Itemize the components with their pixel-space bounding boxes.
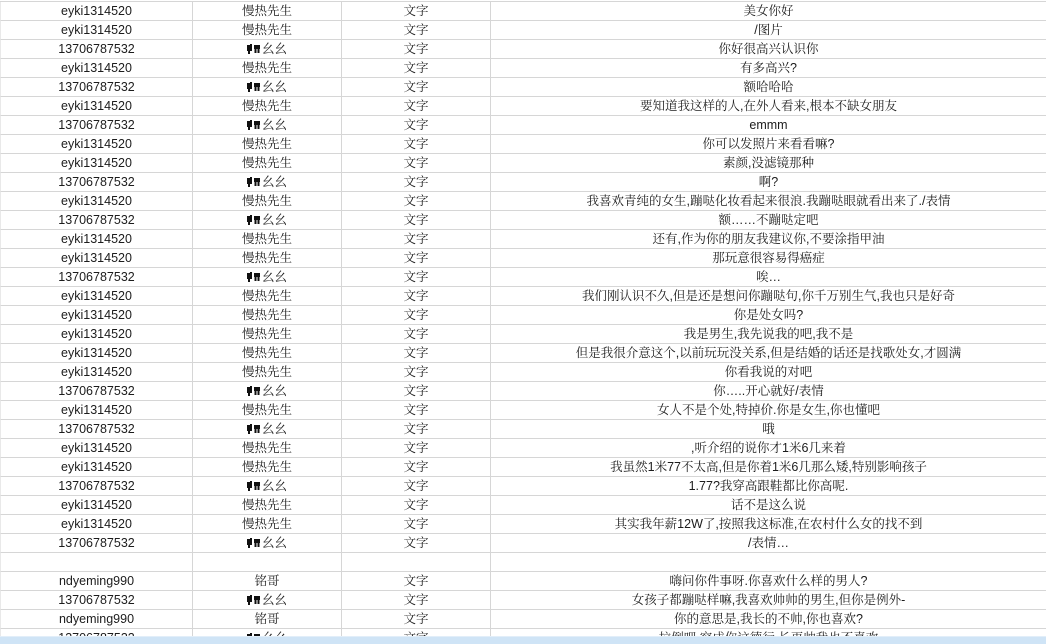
table-row — [0, 534, 1046, 553]
cell-msg-type[interactable] — [342, 553, 491, 572]
table-row — [0, 59, 1046, 78]
nickname-text: 慢热先生 — [241, 402, 292, 417]
cell-sender-id[interactable]: eyki1314520 — [0, 344, 193, 363]
table-row — [0, 306, 1046, 325]
cell-message[interactable]: 要知道我这样的人,在外人看来,根本不缺女朋友 — [491, 97, 1046, 116]
table-row — [0, 135, 1046, 154]
nickname-text: 慢热先生 — [241, 250, 292, 265]
cell-msg-type[interactable]: 文字 — [342, 572, 491, 591]
cell-message[interactable]: 有多高兴? — [491, 59, 1046, 78]
nickname-text: 幺幺 — [261, 79, 287, 94]
cell-nickname[interactable] — [193, 154, 342, 173]
cell-msg-type[interactable]: 文字 — [342, 135, 491, 154]
table-row — [0, 610, 1046, 629]
nickname-text: 慢热先生 — [241, 98, 292, 113]
cell-sender-id[interactable]: eyki1314520 — [0, 363, 193, 382]
cell-msg-type[interactable]: 文字 — [342, 154, 491, 173]
cell-nickname[interactable] — [193, 306, 342, 325]
nickname-text: 幺幺 — [261, 269, 287, 284]
cell-sender-id[interactable]: eyki1314520 — [0, 135, 193, 154]
cell-message[interactable]: 我喜欢青纯的女生,蹦哒化妆看起来很浪.我蹦哒眼就看出来了./表情 — [491, 192, 1046, 211]
cell-msg-type[interactable]: 文字 — [342, 439, 491, 458]
table-row — [0, 192, 1046, 211]
table-row — [0, 97, 1046, 116]
table-row — [0, 116, 1046, 135]
cell-nickname[interactable] — [193, 591, 342, 610]
cell-msg-type[interactable]: 文字 — [342, 268, 491, 287]
cell-message[interactable]: 你好很高兴认识你 — [491, 40, 1046, 59]
nickname-text: 幺幺 — [261, 212, 287, 227]
cell-sender-id[interactable]: ndyeming990 — [0, 572, 193, 591]
cell-message[interactable]: 啊? — [491, 173, 1046, 192]
table-row — [0, 344, 1046, 363]
cell-sender-id[interactable]: eyki1314520 — [0, 21, 193, 40]
nickname-text: 幺幺 — [261, 535, 287, 550]
cell-sender-id[interactable]: eyki1314520 — [0, 325, 193, 344]
table-row — [0, 591, 1046, 610]
cell-message[interactable]: 但是我很介意这个,以前玩玩没关系,但是结婚的话还是找歌处女,才圆满 — [491, 344, 1046, 363]
cell-sender-id[interactable]: eyki1314520 — [0, 401, 193, 420]
table-row — [0, 325, 1046, 344]
cell-nickname[interactable] — [193, 135, 342, 154]
cell-msg-type[interactable]: 文字 — [342, 496, 491, 515]
cell-nickname[interactable] — [193, 78, 342, 97]
table-row — [0, 439, 1046, 458]
cell-sender-id[interactable]: eyki1314520 — [0, 97, 193, 116]
table-row — [0, 268, 1046, 287]
cell-nickname[interactable] — [193, 2, 342, 21]
cell-msg-type[interactable]: 文字 — [342, 287, 491, 306]
table-row — [0, 363, 1046, 382]
nickname-text: 幺幺 — [261, 41, 287, 56]
table-row — [0, 78, 1046, 97]
cell-sender-id[interactable]: eyki1314520 — [0, 439, 193, 458]
cell-sender-id[interactable]: eyki1314520 — [0, 306, 193, 325]
nickname-text: 幺幺 — [261, 383, 287, 398]
cell-sender-id[interactable]: 13706787532 — [0, 40, 193, 59]
cell-msg-type[interactable]: 文字 — [342, 78, 491, 97]
cell-nickname[interactable] — [193, 553, 342, 572]
cell-msg-type[interactable]: 文字 — [342, 116, 491, 135]
cell-nickname[interactable] — [193, 192, 342, 211]
cell-message[interactable]: 哦 — [491, 420, 1046, 439]
cell-msg-type[interactable]: 文字 — [342, 610, 491, 629]
nickname-text: 慢热先生 — [241, 440, 292, 455]
cell-sender-id[interactable]: 13706787532 — [0, 173, 193, 192]
table-row — [0, 553, 1046, 572]
nickname-text: 慢热先生 — [241, 22, 292, 37]
pixel-block-icon — [247, 215, 261, 226]
cell-msg-type[interactable]: 文字 — [342, 21, 491, 40]
cell-msg-type[interactable]: 文字 — [342, 591, 491, 610]
cell-sender-id[interactable]: 13706787532 — [0, 591, 193, 610]
nickname-text: 慢热先生 — [241, 497, 292, 512]
cell-message[interactable]: 我是男生,我先说我的吧,我不是 — [491, 325, 1046, 344]
cell-nickname[interactable] — [193, 325, 342, 344]
nickname-text: 慢热先生 — [241, 3, 292, 18]
cell-sender-id[interactable]: 13706787532 — [0, 78, 193, 97]
cell-message[interactable]: emmm — [491, 116, 1046, 135]
cell-nickname[interactable] — [193, 401, 342, 420]
cell-nickname[interactable] — [193, 40, 342, 59]
pixel-block-icon — [247, 120, 261, 131]
cell-nickname[interactable] — [193, 572, 342, 591]
nickname-text: 慢热先生 — [241, 459, 292, 474]
cell-nickname[interactable] — [193, 268, 342, 287]
table-row — [0, 211, 1046, 230]
cell-message[interactable]: 素颜,没滤镜那种 — [491, 154, 1046, 173]
cell-nickname[interactable] — [193, 382, 342, 401]
cell-msg-type[interactable]: 文字 — [342, 173, 491, 192]
cell-msg-type[interactable]: 文字 — [342, 211, 491, 230]
cell-message[interactable]: 美女你好 — [491, 2, 1046, 21]
cell-message[interactable]: 1.77?我穿高跟鞋都比你高呢. — [491, 477, 1046, 496]
pixel-block-icon — [247, 595, 261, 606]
table-row — [0, 572, 1046, 591]
cell-sender-id[interactable] — [0, 553, 193, 572]
cell-sender-id[interactable]: 13706787532 — [0, 382, 193, 401]
cell-message[interactable]: /图片 — [491, 21, 1046, 40]
table-row — [0, 287, 1046, 306]
pixel-block-icon — [247, 82, 261, 93]
cell-msg-type[interactable]: 文字 — [342, 97, 491, 116]
cell-message[interactable]: 我虽然1米77不太高,但是你着1米6几那么矮,特别影响孩子 — [491, 458, 1046, 477]
cell-message[interactable]: 你看我说的对吧 — [491, 363, 1046, 382]
spreadsheet-grid — [0, 1, 1046, 644]
cell-sender-id[interactable]: eyki1314520 — [0, 192, 193, 211]
nickname-text: 慢热先生 — [241, 326, 292, 341]
cell-message[interactable]: ,听介绍的说你才1米6几来着 — [491, 439, 1046, 458]
cell-msg-type[interactable]: 文字 — [342, 230, 491, 249]
cell-msg-type[interactable]: 文字 — [342, 59, 491, 78]
cell-msg-type[interactable]: 文字 — [342, 477, 491, 496]
cell-message[interactable]: 你的意思是,我长的不帅,你也喜欢? — [491, 610, 1046, 629]
table-row — [0, 458, 1046, 477]
cell-sender-id[interactable]: eyki1314520 — [0, 249, 193, 268]
cell-message[interactable]: 你是处女吗? — [491, 306, 1046, 325]
cell-nickname[interactable] — [193, 515, 342, 534]
cell-message[interactable]: 那玩意很容易得癌症 — [491, 249, 1046, 268]
nickname-text: 慢热先生 — [241, 193, 292, 208]
nickname-text: 慢热先生 — [241, 345, 292, 360]
cell-message[interactable]: 还有,作为你的朋友我建议你,不要涂指甲油 — [491, 230, 1046, 249]
pixel-block-icon — [247, 424, 261, 435]
cell-msg-type[interactable]: 文字 — [342, 249, 491, 268]
cell-nickname[interactable] — [193, 21, 342, 40]
nickname-text: 慢热先生 — [241, 288, 292, 303]
nickname-text: 幺幺 — [261, 117, 287, 132]
cell-sender-id[interactable]: eyki1314520 — [0, 59, 193, 78]
table-row — [0, 420, 1046, 439]
cell-sender-id[interactable]: eyki1314520 — [0, 458, 193, 477]
cell-message[interactable]: 女孩子都蹦哒样嘛,我喜欢帅帅的男生,但你是例外- — [491, 591, 1046, 610]
cell-sender-id[interactable]: eyki1314520 — [0, 2, 193, 21]
cell-nickname[interactable] — [193, 610, 342, 629]
cell-sender-id[interactable]: 13706787532 — [0, 116, 193, 135]
cell-msg-type[interactable]: 文字 — [342, 2, 491, 21]
cell-message[interactable]: 其实我年薪12W了,按照我这标准,在农村什么女的找不到 — [491, 515, 1046, 534]
pixel-block-icon — [247, 481, 261, 492]
cell-sender-id[interactable]: 13706787532 — [0, 477, 193, 496]
nickname-text: 慢热先生 — [241, 307, 292, 322]
cell-msg-type[interactable]: 文字 — [342, 363, 491, 382]
nickname-text: 幺幺 — [261, 174, 287, 189]
nickname-text: 幺幺 — [261, 592, 287, 607]
cell-msg-type[interactable]: 文字 — [342, 401, 491, 420]
cell-nickname[interactable] — [193, 230, 342, 249]
cell-msg-type[interactable]: 文字 — [342, 534, 491, 553]
pixel-block-icon — [247, 44, 261, 55]
table-row — [0, 496, 1046, 515]
cell-message[interactable]: 你…..开心就好/表情 — [491, 382, 1046, 401]
cell-message[interactable] — [491, 553, 1046, 572]
nickname-text: 铭哥 — [254, 573, 280, 588]
cell-message[interactable]: /表情… — [491, 534, 1046, 553]
pixel-block-icon — [247, 272, 261, 283]
cell-nickname[interactable] — [193, 458, 342, 477]
table-row — [0, 249, 1046, 268]
table-row — [0, 2, 1046, 21]
cell-nickname[interactable] — [193, 477, 342, 496]
nickname-text: 铭哥 — [254, 611, 280, 626]
cell-nickname[interactable] — [193, 116, 342, 135]
nickname-text: 慢热先生 — [241, 136, 292, 151]
cell-sender-id[interactable]: eyki1314520 — [0, 496, 193, 515]
cell-nickname[interactable] — [193, 97, 342, 116]
table-row — [0, 401, 1046, 420]
cell-message[interactable]: 女人不是个处,特掉价.你是女生,你也懂吧 — [491, 401, 1046, 420]
nickname-text: 慢热先生 — [241, 364, 292, 379]
cell-sender-id[interactable]: eyki1314520 — [0, 154, 193, 173]
cell-nickname[interactable] — [193, 496, 342, 515]
cell-nickname[interactable] — [193, 173, 342, 192]
nickname-text: 慢热先生 — [241, 155, 292, 170]
cell-message[interactable]: 额……不蹦哒定吧 — [491, 211, 1046, 230]
nickname-text: 幺幺 — [261, 421, 287, 436]
cell-nickname[interactable] — [193, 249, 342, 268]
cell-nickname[interactable] — [193, 344, 342, 363]
cell-msg-type[interactable]: 文字 — [342, 344, 491, 363]
cell-msg-type[interactable]: 文字 — [342, 306, 491, 325]
cell-msg-type[interactable]: 文字 — [342, 325, 491, 344]
horizontal-scrollbar[interactable] — [0, 636, 1046, 644]
cell-msg-type[interactable]: 文字 — [342, 458, 491, 477]
cell-msg-type[interactable]: 文字 — [342, 515, 491, 534]
pixel-block-icon — [247, 538, 261, 549]
cell-sender-id[interactable]: eyki1314520 — [0, 515, 193, 534]
table-row — [0, 154, 1046, 173]
cell-nickname[interactable] — [193, 287, 342, 306]
cell-msg-type[interactable]: 文字 — [342, 192, 491, 211]
cell-sender-id[interactable]: 13706787532 — [0, 534, 193, 553]
cell-sender-id[interactable]: 13706787532 — [0, 420, 193, 439]
table-row — [0, 230, 1046, 249]
nickname-text: 慢热先生 — [241, 60, 292, 75]
nickname-text: 慢热先生 — [241, 516, 292, 531]
cell-sender-id[interactable]: ndyeming990 — [0, 610, 193, 629]
table-row — [0, 21, 1046, 40]
cell-nickname[interactable] — [193, 59, 342, 78]
cell-nickname[interactable] — [193, 420, 342, 439]
cell-message[interactable]: 你可以发照片来看看嘛? — [491, 135, 1046, 154]
cell-message[interactable]: 我们刚认识不久,但是还是想问你蹦哒句,你千万别生气,我也只是好奇 — [491, 287, 1046, 306]
table-row — [0, 515, 1046, 534]
cell-nickname[interactable] — [193, 211, 342, 230]
cell-nickname[interactable] — [193, 439, 342, 458]
cell-msg-type[interactable]: 文字 — [342, 40, 491, 59]
cell-sender-id[interactable]: 13706787532 — [0, 268, 193, 287]
cell-message[interactable]: 嗨问你件事呀.你喜欢什么样的男人? — [491, 572, 1046, 591]
table-row — [0, 173, 1046, 192]
nickname-text: 幺幺 — [261, 478, 287, 493]
cell-sender-id[interactable]: eyki1314520 — [0, 287, 193, 306]
table-row — [0, 382, 1046, 401]
cell-message[interactable]: 唉… — [491, 268, 1046, 287]
pixel-block-icon — [247, 177, 261, 188]
pixel-block-icon — [247, 386, 261, 397]
cell-nickname[interactable] — [193, 534, 342, 553]
cell-msg-type[interactable]: 文字 — [342, 420, 491, 439]
cell-sender-id[interactable]: 13706787532 — [0, 211, 193, 230]
table-row — [0, 477, 1046, 496]
cell-nickname[interactable] — [193, 363, 342, 382]
table-row — [0, 40, 1046, 59]
cell-message[interactable]: 话不是这么说 — [491, 496, 1046, 515]
cell-sender-id[interactable]: eyki1314520 — [0, 230, 193, 249]
nickname-text: 慢热先生 — [241, 231, 292, 246]
cell-msg-type[interactable]: 文字 — [342, 382, 491, 401]
cell-message[interactable]: 额哈哈哈 — [491, 78, 1046, 97]
